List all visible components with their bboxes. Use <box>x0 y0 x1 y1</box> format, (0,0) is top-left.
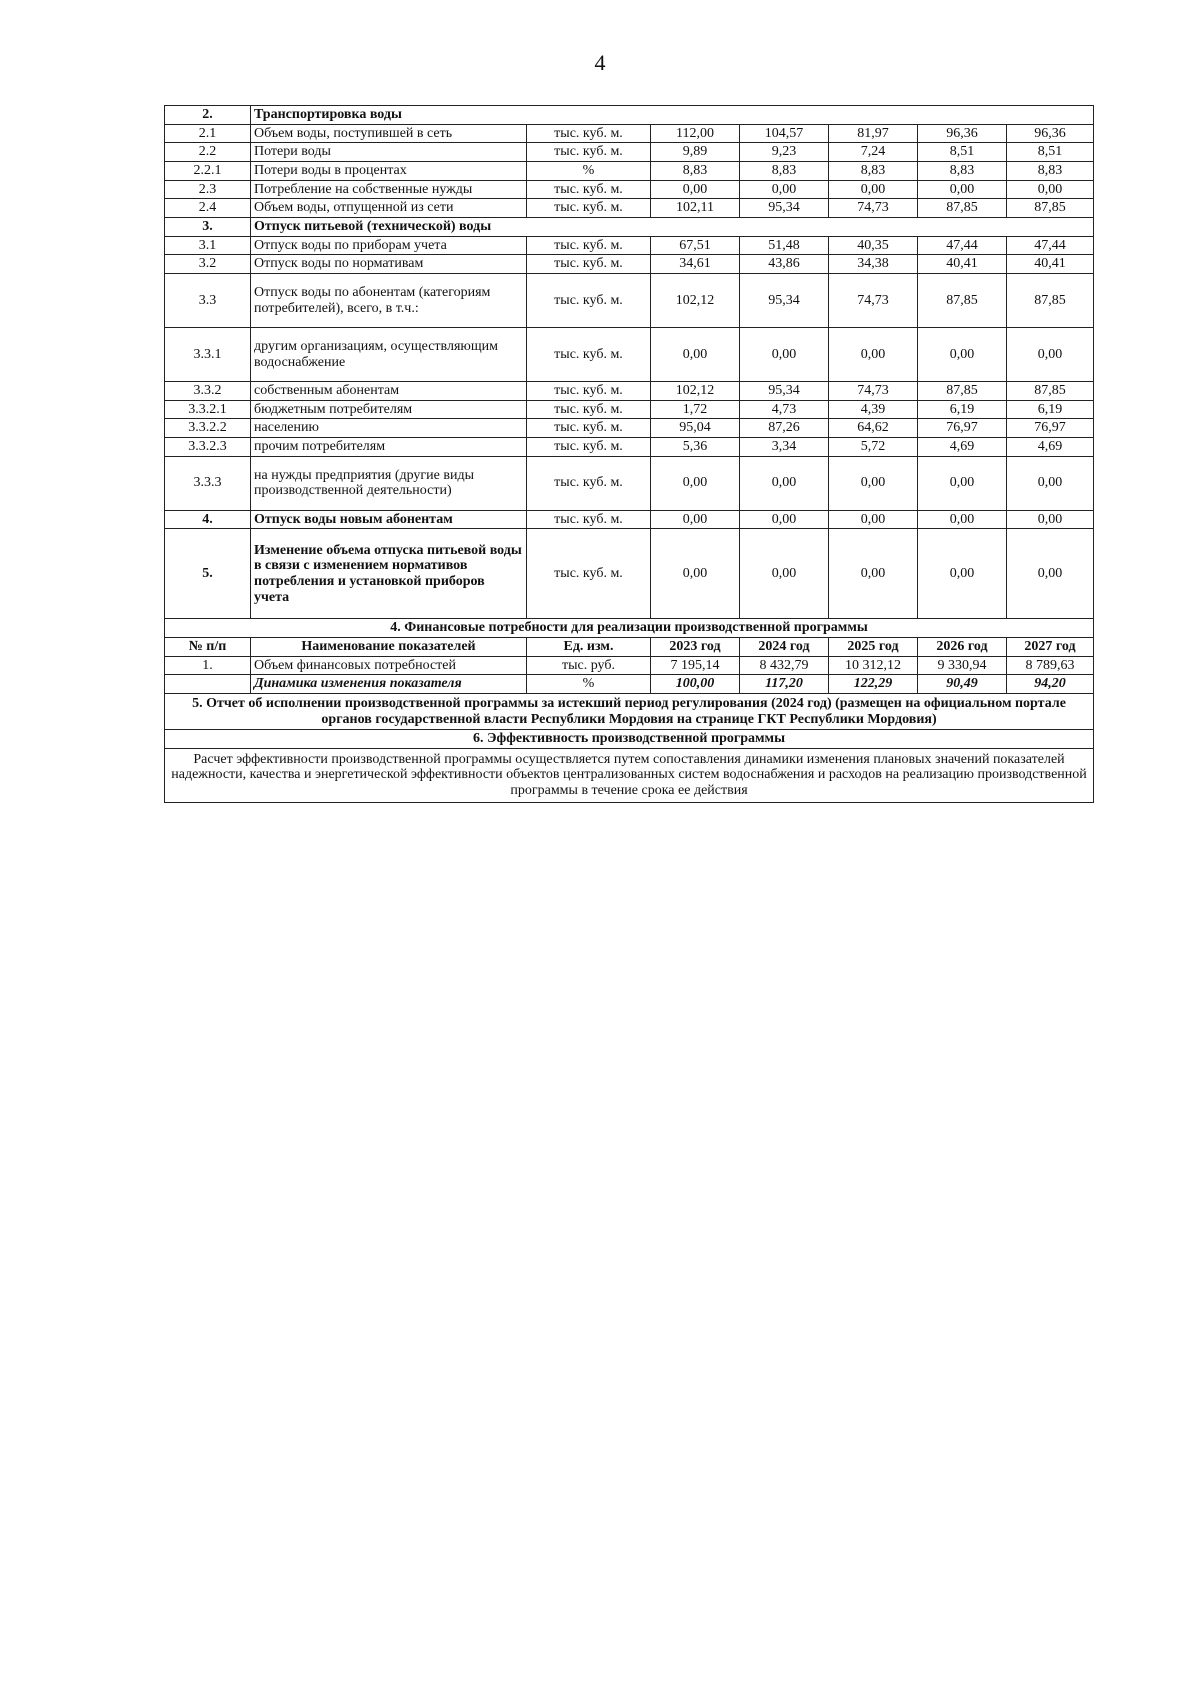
dynamics-value-2023: 100,00 <box>651 675 740 694</box>
row-3-3-2-2-num: 3.3.2.2 <box>165 419 251 438</box>
table-row <box>165 124 1094 143</box>
production-program-table <box>164 105 1094 803</box>
table-row <box>165 274 1094 328</box>
row-3-3-name: Отпуск воды по абонентам (категориям потребителей), всего, в т.ч.: <box>251 274 527 328</box>
row-3-3-2-1-num: 3.3.2.1 <box>165 400 251 419</box>
row-2-3-value-2025: 0,00 <box>829 180 918 199</box>
finance-name: Объем финансовых потребностей <box>251 656 527 675</box>
row-4-value-2023: 0,00 <box>651 510 740 529</box>
header-year-2024: 2024 год <box>740 638 829 657</box>
row-3-3-3-value-2024: 0,00 <box>740 456 829 510</box>
row-4-value-2024: 0,00 <box>740 510 829 529</box>
row-3-3-2-3-unit: тыс. куб. м. <box>527 438 651 457</box>
table-row <box>165 106 1094 125</box>
dynamics-unit: % <box>527 675 651 694</box>
row-3-3-value-2023: 102,12 <box>651 274 740 328</box>
row-3-3-2-3-name: прочим потребителям <box>251 438 527 457</box>
row-2-1-name: Объем воды, поступившей в сеть <box>251 124 527 143</box>
dynamics-name: Динамика изменения показателя <box>251 675 527 694</box>
finance-num: 1. <box>165 656 251 675</box>
row-3-3-2-3-value-2024: 3,34 <box>740 438 829 457</box>
row-3-3-2-value-2024: 95,34 <box>740 382 829 401</box>
row-3-2-value-2024: 43,86 <box>740 255 829 274</box>
table-row <box>165 199 1094 218</box>
row-2-2-value-2025: 7,24 <box>829 143 918 162</box>
row-2-num: 2. <box>165 106 251 125</box>
row-2-4-value-2027: 87,85 <box>1007 199 1094 218</box>
row-3-1-value-2026: 47,44 <box>918 236 1007 255</box>
row-3-1-unit: тыс. куб. м. <box>527 236 651 255</box>
row-4-name: Отпуск воды новым абонентам <box>251 510 527 529</box>
row-2-4-num: 2.4 <box>165 199 251 218</box>
row-3-3-1-value-2026: 0,00 <box>918 328 1007 382</box>
row-3-3-1-name: другим организациям, осуществляющим водоснабжение <box>251 328 527 382</box>
row-2-2-num: 2.2 <box>165 143 251 162</box>
table-row <box>165 180 1094 199</box>
section-6-title-row <box>165 730 1094 749</box>
row-3-3-2-3-value-2025: 5,72 <box>829 438 918 457</box>
finance-unit: тыс. руб. <box>527 656 651 675</box>
row-2-4-unit: тыс. куб. м. <box>527 199 651 218</box>
header-name: Наименование показателей <box>251 638 527 657</box>
dynamics-value-2027: 94,20 <box>1007 675 1094 694</box>
row-2-2-value-2024: 9,23 <box>740 143 829 162</box>
row-3-3-1-value-2027: 0,00 <box>1007 328 1094 382</box>
row-2-4-value-2024: 95,34 <box>740 199 829 218</box>
row-2-2-value-2026: 8,51 <box>918 143 1007 162</box>
row-3-2-value-2027: 40,41 <box>1007 255 1094 274</box>
row-5-value-2025: 0,00 <box>829 529 918 619</box>
table-row <box>165 255 1094 274</box>
section-6-text-row <box>165 748 1094 802</box>
finance-value-2024: 8 432,79 <box>740 656 829 675</box>
row-3-3-2-2-value-2024: 87,26 <box>740 419 829 438</box>
row-3-3-3-num: 3.3.3 <box>165 456 251 510</box>
finance-value-2027: 8 789,63 <box>1007 656 1094 675</box>
row-3-3-2-1-unit: тыс. куб. м. <box>527 400 651 419</box>
row-3-3-2-1-value-2024: 4,73 <box>740 400 829 419</box>
row-3-1-num: 3.1 <box>165 236 251 255</box>
row-3-2-num: 3.2 <box>165 255 251 274</box>
row-3-3-value-2027: 87,85 <box>1007 274 1094 328</box>
row-3-3-value-2026: 87,85 <box>918 274 1007 328</box>
row-5-value-2023: 0,00 <box>651 529 740 619</box>
row-3-3-3-name: на нужды предприятия (другие виды производственной деятельности) <box>251 456 527 510</box>
row-3-2-unit: тыс. куб. м. <box>527 255 651 274</box>
row-3-3-1-num: 3.3.1 <box>165 328 251 382</box>
row-3-3-1-value-2023: 0,00 <box>651 328 740 382</box>
row-3-3-2-2-value-2023: 95,04 <box>651 419 740 438</box>
dynamics-value-2025: 122,29 <box>829 675 918 694</box>
section-6 <box>165 730 1094 803</box>
row-3-2-name: Отпуск воды по нормативам <box>251 255 527 274</box>
row-2-3-value-2026: 0,00 <box>918 180 1007 199</box>
table-row <box>165 328 1094 382</box>
row-5-value-2026: 0,00 <box>918 529 1007 619</box>
row-3-name: Отпуск питьевой (технической) воды <box>251 218 1094 237</box>
row-3-3-2-2-value-2025: 64,62 <box>829 419 918 438</box>
row-2-3-value-2023: 0,00 <box>651 180 740 199</box>
row-3-3-3-value-2025: 0,00 <box>829 456 918 510</box>
row-2-name: Транспортировка воды <box>251 106 1094 125</box>
row-5-name: Изменение объема отпуска питьевой воды в связи с изменением нормативов потребления и установкой приборов учета <box>251 529 527 619</box>
row-3-3-2-name: собственным абонентам <box>251 382 527 401</box>
section-4-title: 4. Финансовые потребности для реализации производственной программы <box>165 619 1094 638</box>
row-3-3-3-unit: тыс. куб. м. <box>527 456 651 510</box>
table-row <box>165 529 1094 619</box>
row-3-1-value-2023: 67,51 <box>651 236 740 255</box>
table-row <box>165 510 1094 529</box>
row-2-2-name: Потери воды <box>251 143 527 162</box>
row-3-num: 3. <box>165 218 251 237</box>
row-2-3-value-2027: 0,00 <box>1007 180 1094 199</box>
row-3-3-1-value-2024: 0,00 <box>740 328 829 382</box>
section-5-row <box>165 694 1094 730</box>
dynamics-row <box>165 675 1094 694</box>
table-row <box>165 236 1094 255</box>
section-6-text: Расчет эффективности производственной программы осуществляется путем сопоставления динамики изменения плановых значений показателей надежности, качества и энергетической эффективности объектов централизованных систем водоснабжения и расходов на реализацию производственной программы в течение срока ее действия <box>165 748 1094 802</box>
table-row <box>165 419 1094 438</box>
row-3-3-value-2024: 95,34 <box>740 274 829 328</box>
row-4-value-2025: 0,00 <box>829 510 918 529</box>
row-3-1-value-2027: 47,44 <box>1007 236 1094 255</box>
header-year-2025: 2025 год <box>829 638 918 657</box>
section-4 <box>165 619 1094 694</box>
header-year-2027: 2027 год <box>1007 638 1094 657</box>
section-5 <box>165 694 1094 730</box>
row-3-3-2-3-num: 3.3.2.3 <box>165 438 251 457</box>
row-2-2-1-value-2024: 8,83 <box>740 162 829 181</box>
row-3-3-2-2-unit: тыс. куб. м. <box>527 419 651 438</box>
table-row <box>165 143 1094 162</box>
row-2-1-value-2027: 96,36 <box>1007 124 1094 143</box>
row-2-2-1-value-2023: 8,83 <box>651 162 740 181</box>
row-2-4-value-2026: 87,85 <box>918 199 1007 218</box>
row-3-3-2-1-value-2026: 6,19 <box>918 400 1007 419</box>
row-2-2-1-unit: % <box>527 162 651 181</box>
row-4-unit: тыс. куб. м. <box>527 510 651 529</box>
row-2-2-1-value-2025: 8,83 <box>829 162 918 181</box>
row-3-3-2-3-value-2023: 5,36 <box>651 438 740 457</box>
row-3-3-2-num: 3.3.2 <box>165 382 251 401</box>
row-2-1-value-2025: 81,97 <box>829 124 918 143</box>
row-3-3-2-1-name: бюджетным потребителям <box>251 400 527 419</box>
row-3-3-2-value-2025: 74,73 <box>829 382 918 401</box>
row-4-value-2027: 0,00 <box>1007 510 1094 529</box>
row-3-3-2-1-value-2023: 1,72 <box>651 400 740 419</box>
row-2-2-1-value-2027: 8,83 <box>1007 162 1094 181</box>
header-unit: Ед. изм. <box>527 638 651 657</box>
row-2-3-unit: тыс. куб. м. <box>527 180 651 199</box>
row-3-3-2-2-name: населению <box>251 419 527 438</box>
data-table <box>164 105 1093 803</box>
row-2-3-name: Потребление на собственные нужды <box>251 180 527 199</box>
row-2-4-name: Объем воды, отпущенной из сети <box>251 199 527 218</box>
row-2-1-num: 2.1 <box>165 124 251 143</box>
header-year-2023: 2023 год <box>651 638 740 657</box>
row-3-3-2-3-value-2027: 4,69 <box>1007 438 1094 457</box>
row-3-3-3-value-2027: 0,00 <box>1007 456 1094 510</box>
table-row <box>165 218 1094 237</box>
finance-value-2023: 7 195,14 <box>651 656 740 675</box>
section-4-title-row <box>165 619 1094 638</box>
row-3-3-2-1-value-2027: 6,19 <box>1007 400 1094 419</box>
row-2-2-1-num: 2.2.1 <box>165 162 251 181</box>
row-2-1-unit: тыс. куб. м. <box>527 124 651 143</box>
row-3-3-2-3-value-2026: 4,69 <box>918 438 1007 457</box>
row-2-2-unit: тыс. куб. м. <box>527 143 651 162</box>
row-2-4-value-2023: 102,11 <box>651 199 740 218</box>
row-2-3-num: 2.3 <box>165 180 251 199</box>
row-2-3-value-2024: 0,00 <box>740 180 829 199</box>
dynamics-value-2024: 117,20 <box>740 675 829 694</box>
row-3-1-value-2025: 40,35 <box>829 236 918 255</box>
row-3-3-num: 3.3 <box>165 274 251 328</box>
row-2-2-1-value-2026: 8,83 <box>918 162 1007 181</box>
section-5-title: 5. Отчет об исполнении производственной программы за истекший период регулирования (2024 год) (размещен на официальном портале органов государственной власти Республики Мордовия на странице ГКТ Республики Мордовия) <box>165 694 1094 730</box>
header-num: № п/п <box>165 638 251 657</box>
row-3-3-3-value-2026: 0,00 <box>918 456 1007 510</box>
row-4-value-2026: 0,00 <box>918 510 1007 529</box>
row-2-2-1-name: Потери воды в процентах <box>251 162 527 181</box>
row-3-2-value-2023: 34,61 <box>651 255 740 274</box>
row-5-value-2024: 0,00 <box>740 529 829 619</box>
row-3-3-2-2-value-2027: 76,97 <box>1007 419 1094 438</box>
table-row <box>165 382 1094 401</box>
finance-value-2026: 9 330,94 <box>918 656 1007 675</box>
table-row <box>165 400 1094 419</box>
row-5-num: 5. <box>165 529 251 619</box>
row-3-3-2-unit: тыс. куб. м. <box>527 382 651 401</box>
row-2-1-value-2026: 96,36 <box>918 124 1007 143</box>
section-6-title: 6. Эффективность производственной программы <box>165 730 1094 749</box>
row-3-3-2-value-2027: 87,85 <box>1007 382 1094 401</box>
dynamics-value-2026: 90,49 <box>918 675 1007 694</box>
row-2-4-value-2025: 74,73 <box>829 199 918 218</box>
row-3-3-1-value-2025: 0,00 <box>829 328 918 382</box>
table-row <box>165 162 1094 181</box>
row-2-2-value-2027: 8,51 <box>1007 143 1094 162</box>
row-3-1-value-2024: 51,48 <box>740 236 829 255</box>
row-3-3-2-1-value-2025: 4,39 <box>829 400 918 419</box>
row-3-3-2-value-2026: 87,85 <box>918 382 1007 401</box>
row-3-3-2-value-2023: 102,12 <box>651 382 740 401</box>
table-body-top <box>165 106 1094 619</box>
row-2-1-value-2023: 112,00 <box>651 124 740 143</box>
row-2-2-value-2023: 9,89 <box>651 143 740 162</box>
row-5-unit: тыс. куб. м. <box>527 529 651 619</box>
finance-value-2025: 10 312,12 <box>829 656 918 675</box>
row-3-3-3-value-2023: 0,00 <box>651 456 740 510</box>
finance-row <box>165 656 1094 675</box>
row-3-3-unit: тыс. куб. м. <box>527 274 651 328</box>
header-year-2026: 2026 год <box>918 638 1007 657</box>
table-row <box>165 438 1094 457</box>
section-4-header-row <box>165 638 1094 657</box>
row-3-2-value-2025: 34,38 <box>829 255 918 274</box>
row-3-1-name: Отпуск воды по приборам учета <box>251 236 527 255</box>
row-3-3-value-2025: 74,73 <box>829 274 918 328</box>
dynamics-num <box>165 675 251 694</box>
table-row <box>165 456 1094 510</box>
row-3-3-2-2-value-2026: 76,97 <box>918 419 1007 438</box>
row-3-2-value-2026: 40,41 <box>918 255 1007 274</box>
row-3-3-1-unit: тыс. куб. м. <box>527 328 651 382</box>
page-number: 4 <box>594 50 606 75</box>
row-5-value-2027: 0,00 <box>1007 529 1094 619</box>
row-4-num: 4. <box>165 510 251 529</box>
row-2-1-value-2024: 104,57 <box>740 124 829 143</box>
